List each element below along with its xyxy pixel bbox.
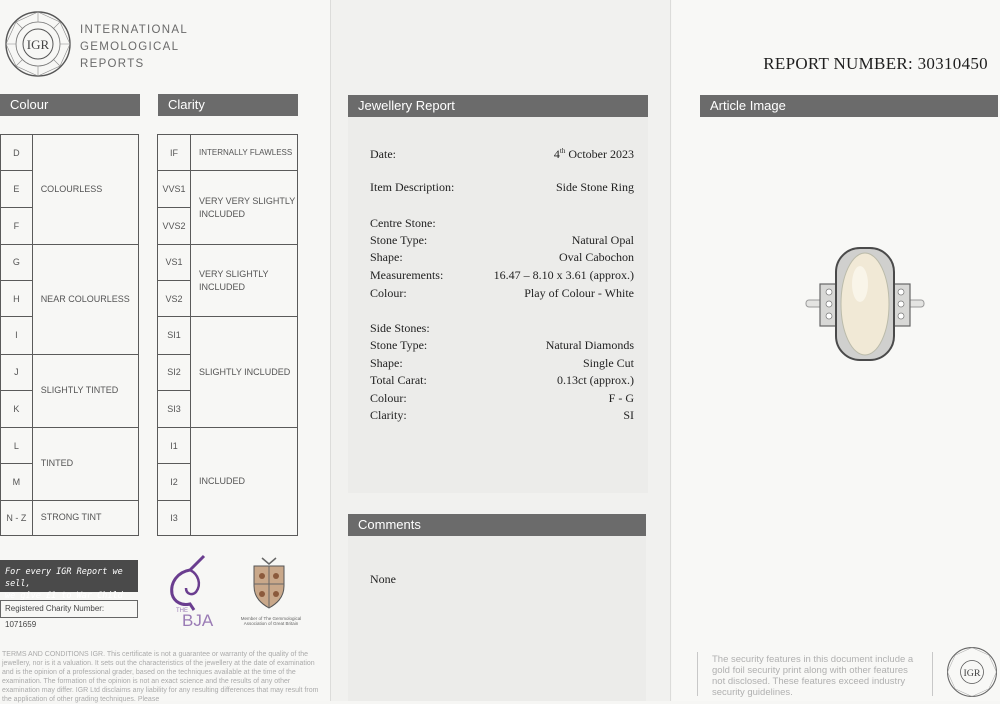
bja-label: BJA — [182, 611, 214, 630]
colour-grade: K — [1, 390, 33, 427]
clarity-group-label: VERY SLIGHTLY INCLUDED — [191, 244, 298, 317]
terms-and-conditions: TERMS AND CONDITIONS IGR. This certificate is not a guarantee or warranty of the quality of the jewellery, nor is it a valuation. It sets out the characteristics of the jewellery at the date of examination and is the opinion of a professional grader, based on the techniques available at the time of the examination. The formation of the opinion is not an exact science and the results of any other examination may differ. IGR Ltd disclaims any liability for any resulting differences that may result from the application of other grading techniques. Please — [2, 651, 319, 703]
colour-group-label: SLIGHTLY TINTED — [32, 354, 138, 428]
clarity-grade: I3 — [158, 500, 191, 535]
charity-banner — [0, 560, 138, 601]
item-label: Item Description: — [370, 180, 455, 194]
clarity-grade: I2 — [158, 464, 191, 500]
clarity-grade: SI3 — [158, 390, 191, 427]
clarity-group-label: INCLUDED — [191, 428, 298, 536]
colour-grade: J — [1, 354, 33, 390]
jewellery-report-header: Jewellery Report — [348, 95, 648, 117]
date-value: 4th October 2023 — [553, 147, 634, 161]
report-card: Date: 4th October 2023 Item Description: Side Stone Ring Centre Stone: Stone Type: Natural Opal Shape: Oval Cabochon Measurements: 16.47 – 8.10 x 3.61 (approx.) Colour: Play of Colour - White Side Stones: Stone Type: Natural Diamonds Shape: Single Cut Total Carat: 0.13ct (approx.) Colour: F - G Clarity: SI — [348, 117, 648, 493]
colour-grade: I — [1, 317, 33, 354]
colour-grade: H — [1, 281, 33, 317]
colour-group-label: COLOURLESS — [32, 135, 138, 245]
clarity-grade: VS1 — [158, 244, 191, 280]
colour-grade: D — [1, 135, 33, 171]
colour-group-label: STRONG TINT — [32, 500, 138, 535]
item-value: Side Stone Ring — [555, 180, 634, 194]
colour-header: Colour — [0, 94, 140, 116]
gem-association-caption: Member of The Gemmological Association of Great Britain — [240, 616, 302, 626]
clarity-grade: SI1 — [158, 317, 191, 354]
seal-text: IGR — [963, 667, 981, 679]
colour-group-label: NEAR COLOURLESS — [32, 244, 138, 354]
colour-group-label: TINTED — [32, 428, 138, 501]
clarity-header: Clarity — [158, 94, 298, 116]
clarity-grade: VS2 — [158, 281, 191, 317]
brand-name — [80, 22, 188, 73]
colour-grade: L — [1, 428, 33, 464]
logo-text: IGR — [26, 37, 50, 52]
report-number: REPORT NUMBER: 30310450 — [763, 54, 988, 73]
colour-grade: E — [1, 171, 33, 207]
clarity-group-label: VERY VERY SLIGHTLY INCLUDED — [191, 171, 298, 245]
date-label: Date: — [370, 147, 396, 161]
igr-seal-icon — [946, 646, 998, 698]
brand-line: GEMOLOGICAL — [80, 41, 180, 53]
charity-line: For every IGR Report we sell, — [5, 567, 123, 589]
ring-image — [800, 244, 930, 364]
igr-logo-icon — [4, 10, 72, 78]
comments-card: None — [348, 536, 646, 701]
comments-header: Comments — [348, 514, 646, 536]
colour-grade: M — [1, 464, 33, 500]
clarity-grade: SI2 — [158, 354, 191, 390]
clarity-grade: VVS2 — [158, 207, 191, 244]
gem-association-crest-icon — [246, 556, 292, 612]
security-note: The security features in this document include a gold foil security print along with other features not disclosed. These features exceed industry security guidelines. — [712, 654, 914, 698]
divider — [932, 652, 933, 696]
colour-scale-table — [0, 134, 139, 536]
fold-line — [330, 0, 331, 701]
bja-small: THE — [176, 608, 188, 614]
brand-line: INTERNATIONAL — [80, 24, 189, 36]
clarity-group-label: INTERNALLY FLAWLESS — [191, 135, 298, 171]
brand-line: REPORTS — [80, 58, 145, 70]
colour-grade: F — [1, 207, 33, 244]
charity-number: Registered Charity Number: 1071659 — [0, 600, 138, 618]
clarity-grade: VVS1 — [158, 171, 191, 207]
clarity-scale-table — [157, 134, 298, 536]
divider — [697, 652, 698, 696]
colour-grade: N - Z — [1, 500, 33, 535]
clarity-grade: I1 — [158, 428, 191, 464]
fold-line — [670, 0, 671, 701]
clarity-group-label: SLIGHTLY INCLUDED — [191, 317, 298, 428]
charity-line: we give £1 to War Child — [5, 591, 123, 601]
colour-grade: G — [1, 244, 33, 280]
article-image-header: Article Image — [700, 95, 998, 117]
clarity-grade: IF — [158, 135, 191, 171]
bja-logo-icon — [160, 550, 230, 630]
